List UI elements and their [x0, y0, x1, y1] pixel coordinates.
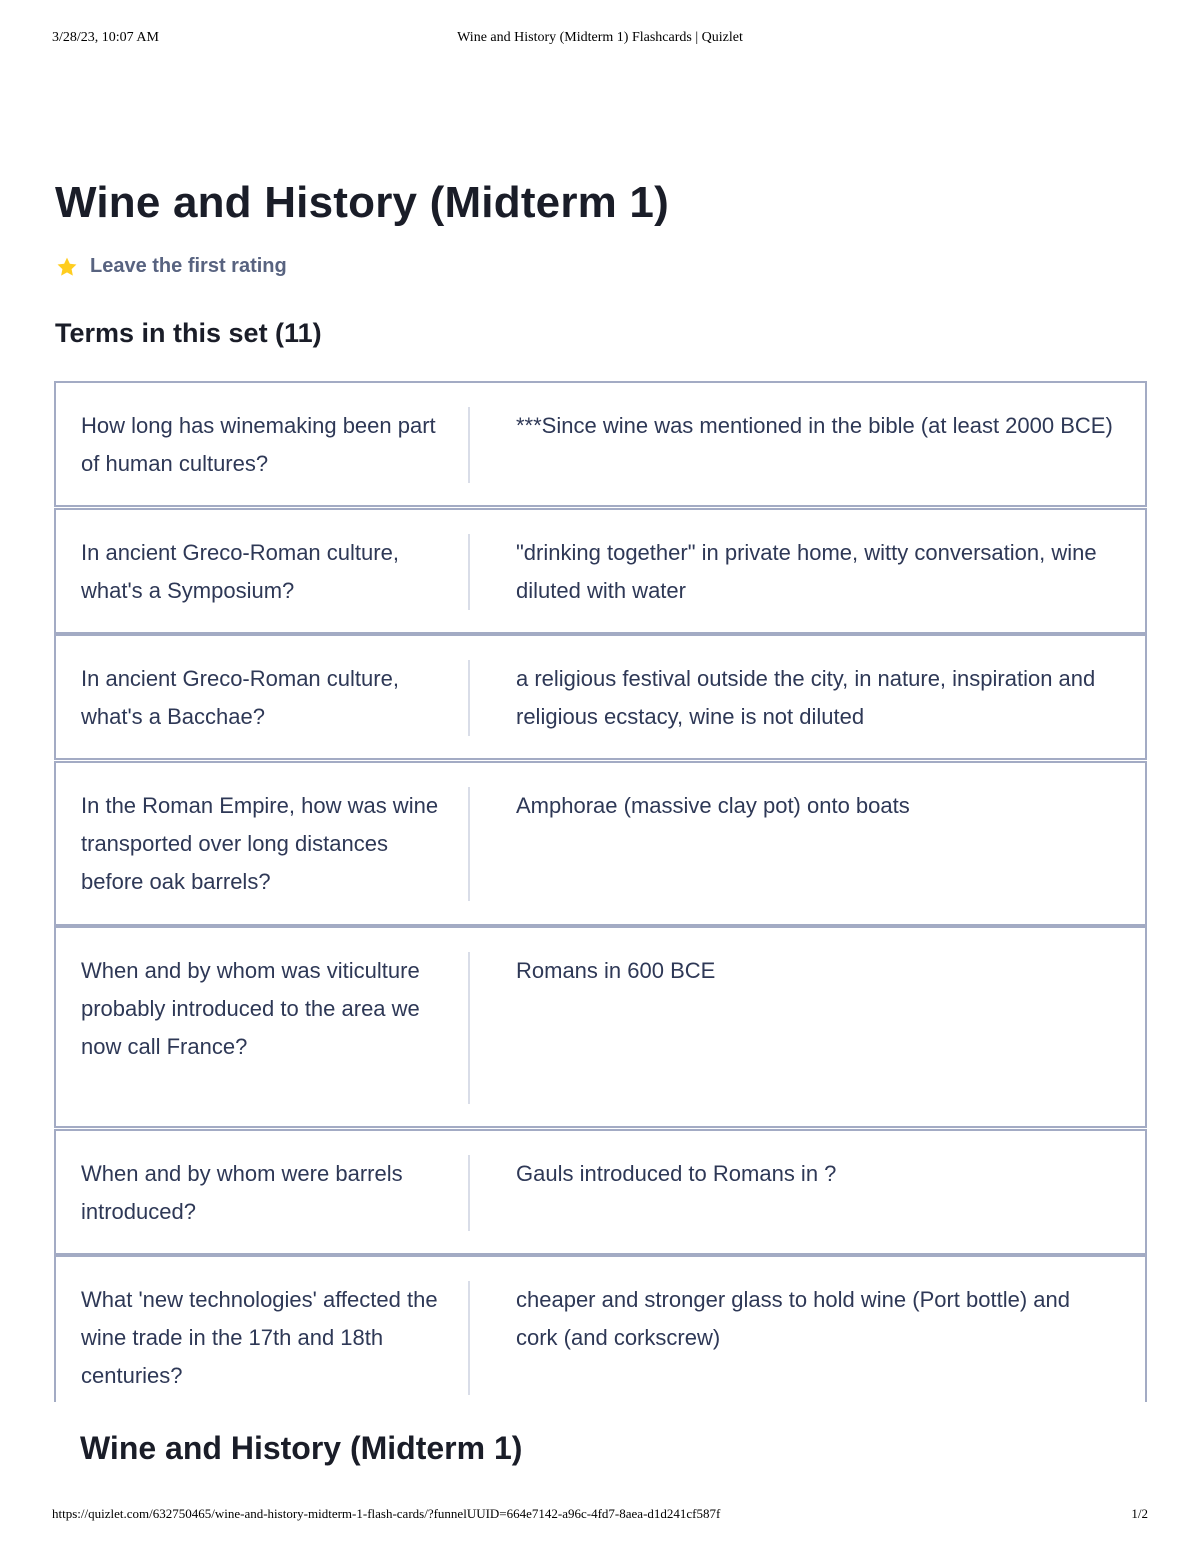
- page-number: 1/2: [1131, 1506, 1148, 1521]
- term-card: [54, 634, 1147, 760]
- term-text: What 'new technologies' affected the wine trade in the 17th and 18th centuries?: [81, 1287, 438, 1388]
- definition-text: a religious festival outside the city, in nature, inspiration and religious ecstacy, wine is not diluted: [516, 666, 1096, 729]
- term-text: In ancient Greco-Roman culture, what's a Symposium?: [81, 540, 399, 603]
- card-divider: [468, 1155, 470, 1231]
- definition-text: ***Since wine was mentioned in the bible (at least 2000 BCE): [516, 413, 1113, 438]
- definition-text: Amphorae (massive clay pot) onto boats: [516, 793, 910, 818]
- definition-text: cheaper and stronger glass to hold wine (Port bottle) and cork (and corkscrew): [516, 1287, 1070, 1350]
- term-card: [54, 761, 1147, 926]
- term-text: When and by whom were barrels introduced?: [81, 1161, 403, 1224]
- print-header: [52, 30, 1148, 50]
- terms-heading: Terms in this set (11): [55, 318, 322, 348]
- term-text: How long has winemaking been part of human cultures?: [81, 413, 436, 476]
- card-divider: [468, 787, 470, 901]
- definition-text: "drinking together" in private home, witty conversation, wine diluted with water: [516, 540, 1097, 603]
- card-divider: [468, 660, 470, 736]
- term-text: In the Roman Empire, how was wine transported over long distances before oak barrels?: [81, 793, 439, 894]
- term-card: [54, 1255, 1147, 1402]
- star-icon: [56, 256, 78, 278]
- card-divider: [468, 952, 470, 1104]
- rating-row[interactable]: [56, 255, 287, 278]
- set-title: Wine and History (Midterm 1): [55, 178, 669, 227]
- definition-text: Gauls introduced to Romans in ?: [516, 1161, 837, 1186]
- print-date: 3/28/23, 10:07 AM: [52, 30, 159, 45]
- definition-text: Romans in 600 BCE: [516, 958, 716, 983]
- card-divider: [468, 407, 470, 483]
- term-card: [54, 508, 1147, 634]
- term-text: In ancient Greco-Roman culture, what's a Bacchae?: [81, 666, 399, 729]
- footer-set-title: Wine and History (Midterm 1): [80, 1430, 523, 1466]
- term-text: When and by whom was viticulture probably introduced to the area we now call France?: [81, 958, 420, 1059]
- terms-list: [54, 381, 1147, 1402]
- term-card: [54, 1129, 1147, 1255]
- print-footer: [52, 1506, 1148, 1526]
- print-url: https://quizlet.com/632750465/wine-and-history-midterm-1-flash-cards/?funnelUUID=664e7142-a96c-4fd7-8aea-d1d241cf587f: [52, 1506, 721, 1521]
- leave-rating-link[interactable]: Leave the first rating: [90, 255, 287, 277]
- card-divider: [468, 1281, 470, 1395]
- term-card: [54, 926, 1147, 1128]
- term-card: [54, 381, 1147, 507]
- print-page-title: Wine and History (Midterm 1) Flashcards | Quizlet: [457, 30, 743, 45]
- card-divider: [468, 534, 470, 610]
